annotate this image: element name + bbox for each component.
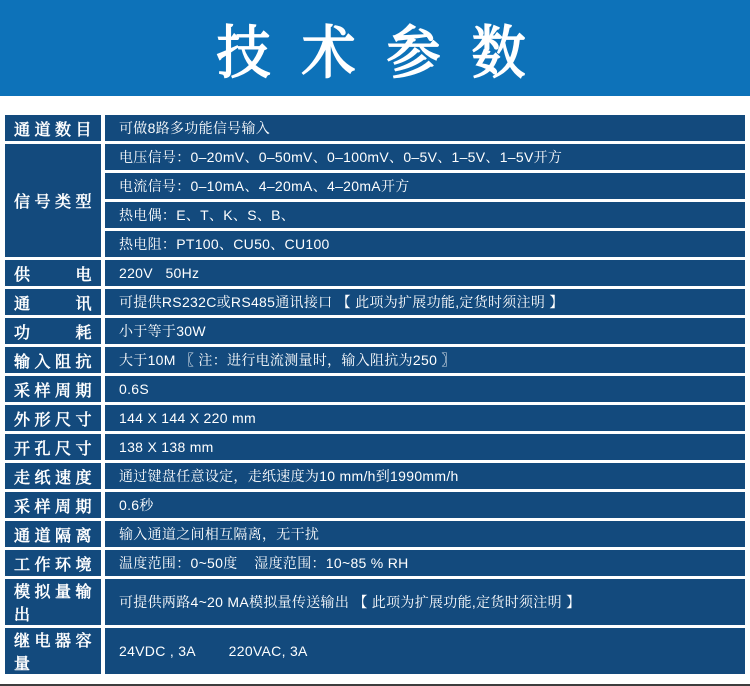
spec-label-outer-dimensions: 外形尺寸 — [5, 405, 101, 431]
table-row — [5, 521, 745, 547]
table-row — [5, 579, 745, 625]
spec-label-input-impedance: 输入阻抗 — [5, 347, 101, 373]
spec-value-voltage-signal: 电压信号：0–20mV、0–50mV、0–100mV、0–5V、1–5V、1–5V开方 — [105, 144, 745, 170]
spec-value: 138 X 138 mm — [105, 434, 745, 460]
spec-value: 小于等于30W — [105, 318, 745, 344]
table-row — [5, 144, 745, 170]
table-row — [5, 202, 745, 228]
spec-label-relay-capacity: 继电器容量 — [5, 628, 101, 674]
spec-value: 可提供两路4~20 MA模拟量传送输出 【 此项为扩展功能,定货时须注明 】 — [105, 579, 745, 625]
table-row — [5, 347, 745, 373]
spec-value-current-signal: 电流信号：0–10mA、4–20mA、4–20mA开方 — [105, 173, 745, 199]
page-title: 技 术 参 数 — [216, 20, 534, 85]
spec-value: 可做8路多功能信号输入 — [105, 115, 745, 141]
table-row — [5, 115, 745, 141]
spec-label-channel-count: 通道数目 — [5, 115, 101, 141]
spec-label-communication: 通 讯 — [5, 289, 101, 315]
spec-label-operating-environment: 工作环境 — [5, 550, 101, 576]
spec-label-analog-output: 模拟量输出 — [5, 579, 101, 625]
spec-value: 输入通道之间相互隔离，无干扰 — [105, 521, 745, 547]
table-row — [5, 405, 745, 431]
spec-value-rtd: 热电阻：PT100、CU50、CU100 — [105, 231, 745, 257]
table-row — [5, 231, 745, 257]
table-row — [5, 318, 745, 344]
spec-value: 大于10M 〖 注：进行电流测量时，输入阻抗为250 〗 — [105, 347, 745, 373]
spec-value: 0.6S — [105, 376, 745, 402]
spec-value: 0.6秒 — [105, 492, 745, 518]
spec-value: 24VDC , 3A 220VAC, 3A — [105, 628, 745, 674]
spec-label-power-consumption: 功 耗 — [5, 318, 101, 344]
table-row — [5, 550, 745, 576]
spec-label-power-supply: 供 电 — [5, 260, 101, 286]
spec-label-signal-type: 信号类型 — [5, 144, 101, 257]
spec-label-sampling-period-2: 采样周期 — [5, 492, 101, 518]
spec-value: 144 X 144 X 220 mm — [105, 405, 745, 431]
spec-value-thermocouple: 热电偶：E、T、K、S、B、 — [105, 202, 745, 228]
table-row — [5, 260, 745, 286]
spec-label-channel-isolation: 通道隔离 — [5, 521, 101, 547]
spec-label-paper-speed: 走纸速度 — [5, 463, 101, 489]
table-row — [5, 434, 745, 460]
table-row — [5, 463, 745, 489]
spec-value: 220V 50Hz — [105, 260, 745, 286]
spec-value: 可提供RS232C或RS485通讯接口 【 此项为扩展功能,定货时须注明 】 — [105, 289, 745, 315]
table-row — [5, 628, 745, 674]
table-row — [5, 492, 745, 518]
spec-label-sampling-period: 采样周期 — [5, 376, 101, 402]
title-banner — [0, 0, 750, 96]
spec-label-cutout-dimensions: 开孔尺寸 — [5, 434, 101, 460]
table-row — [5, 173, 745, 199]
table-row — [5, 376, 745, 402]
table-row — [5, 289, 745, 315]
spec-value: 温度范围：0~50度 湿度范围：10~85 % RH — [105, 550, 745, 576]
spec-table — [1, 112, 749, 677]
spec-value: 通过键盘任意设定，走纸速度为10 mm/h到1990mm/h — [105, 463, 745, 489]
